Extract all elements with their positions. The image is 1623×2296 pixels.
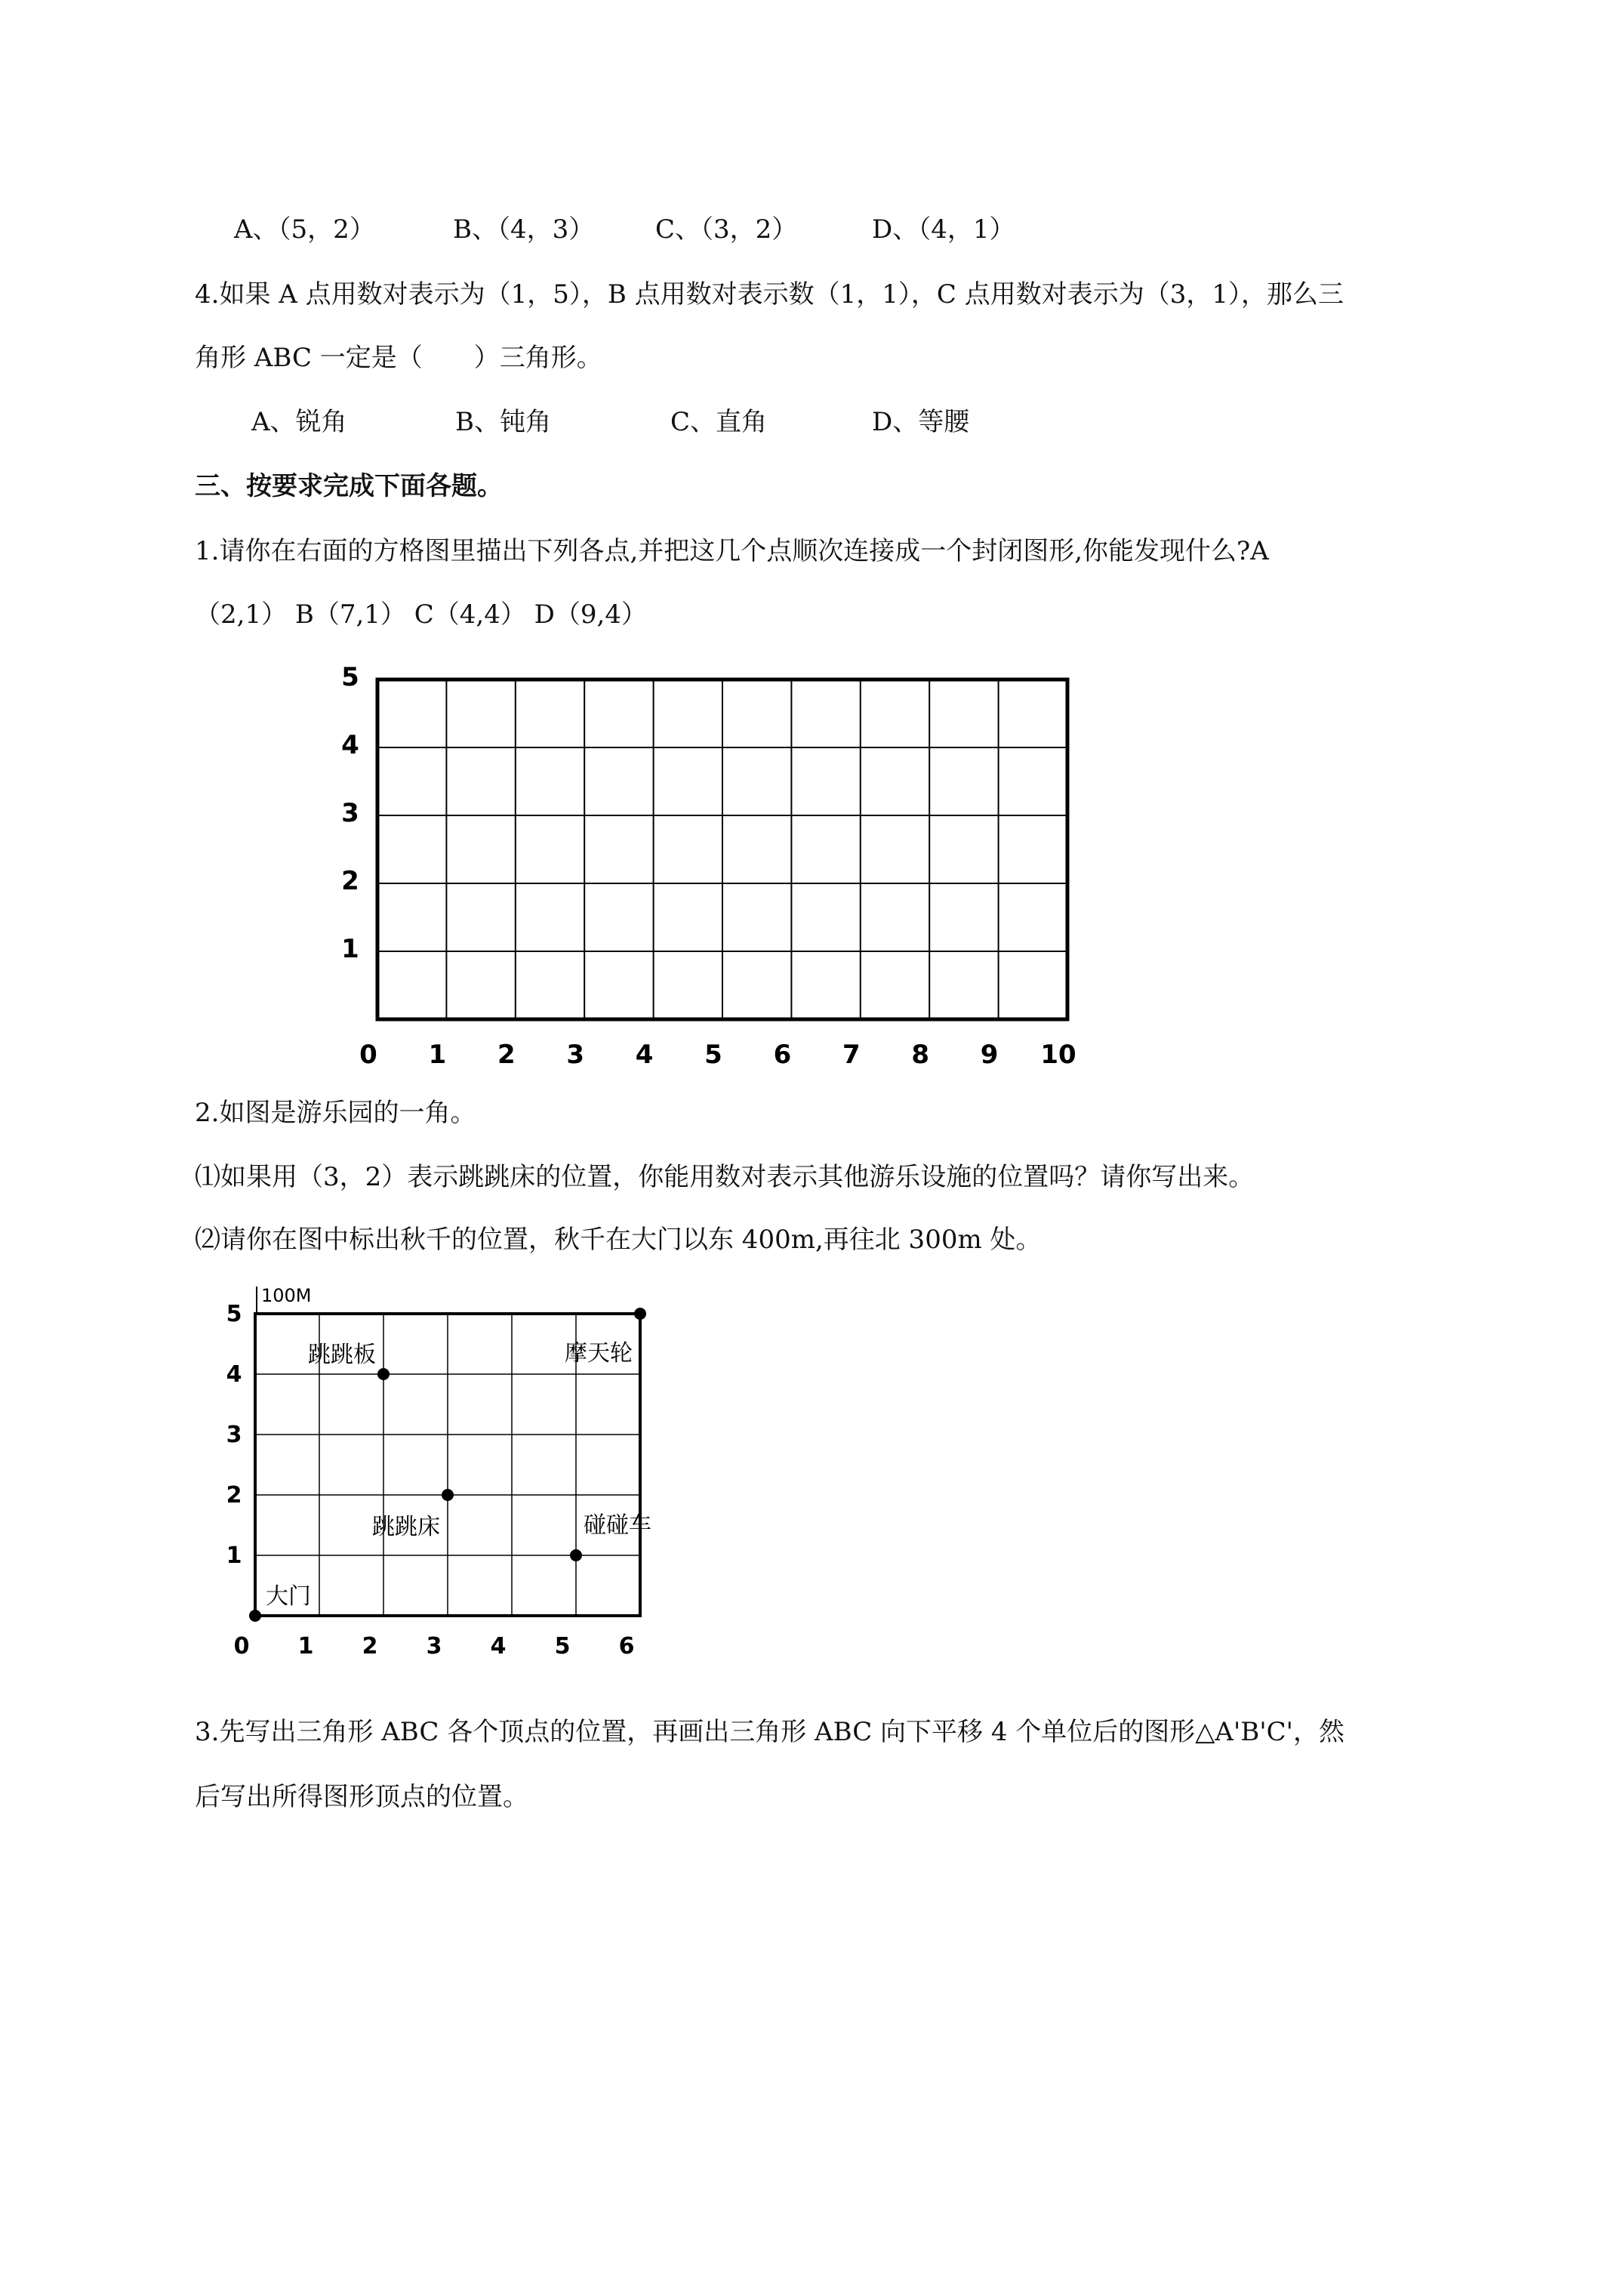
grid-1-x-tick-label: 5 [704, 1040, 722, 1070]
grid-1-x-tick-label: 2 [497, 1040, 516, 1070]
grid-2-place-label: 跳跳床 [372, 1514, 440, 1540]
grid-1-y-tick-label: 1 [341, 934, 359, 964]
grid-1-x-tick-label: 1 [428, 1040, 447, 1070]
grid-2-places [249, 1308, 651, 1622]
grid-1 [317, 657, 1095, 1080]
q4-option-b: B、钝角 [455, 407, 551, 437]
grid-2 [211, 1276, 694, 1684]
grid-2-unit-label: 100M [261, 1285, 312, 1306]
q3-option-d: D、（4，1） [872, 214, 1015, 245]
problem-1-line-2: （2,1） B（7,1） C（4,4） D（9,4） [195, 599, 647, 630]
q4-option-d: D、等腰 [872, 407, 970, 437]
grid-2-y-tick-label: 3 [226, 1422, 242, 1448]
q3-option-c: C、（3，2） [655, 214, 798, 245]
grid-1-x-tick-label: 9 [980, 1040, 999, 1070]
problem-2-title: 2.如图是游乐园的一角。 [195, 1098, 476, 1128]
grid-2-place-dot [249, 1610, 261, 1622]
grid-2-x-tick-label: 0 [233, 1633, 250, 1660]
grid-2-place-dot [377, 1368, 390, 1380]
grid-1-y-ticks [341, 662, 359, 964]
grid-2-x-tick-label: 4 [490, 1633, 507, 1660]
grid-1-x-tick-label: 7 [842, 1040, 861, 1070]
problem-3-line-1: 3.先写出三角形 ABC 各个顶点的位置，再画出三角形 ABC 向下平移 4 个单位后的图形△A'B'C'，然 [195, 1717, 1345, 1747]
grid-2-x-tick-label: 3 [426, 1633, 442, 1660]
grid-1-y-tick-label: 5 [341, 662, 359, 692]
grid-2-place-dot [570, 1549, 582, 1561]
grid-1-x-tick-label: 3 [566, 1040, 585, 1070]
problem-2-sub-1: ⑴如果用（3，2）表示跳跳床的位置，你能用数对表示其他游乐设施的位置吗？请你写出来。 [195, 1162, 1255, 1192]
grid-2-x-tick-label: 2 [362, 1633, 378, 1660]
q4-option-c: C、直角 [670, 407, 768, 437]
grid-2-y-tick-label: 5 [226, 1301, 242, 1327]
grid-2-y-tick-label: 2 [226, 1482, 242, 1509]
grid-1-y-tick-label: 2 [341, 866, 359, 896]
problem-2-sub-2: ⑵请你在图中标出秋千的位置，秋千在大门以东 400m,再往北 300m 处。 [195, 1225, 1042, 1255]
section-3-heading: 三、按要求完成下面各题。 [195, 471, 503, 501]
q3-option-a: A、（5，2） [234, 214, 375, 245]
q4-option-a: A、锐角 [251, 407, 347, 437]
grid-2-y-tick-label: 1 [226, 1542, 242, 1569]
q4-line-2: 角形 ABC 一定是（ ）三角形。 [195, 343, 602, 373]
grid-2-place-label: 跳跳板 [308, 1342, 376, 1368]
grid-2-place-label: 摩天轮 [565, 1340, 633, 1367]
grid-2-x-ticks [234, 1633, 635, 1660]
grid-2-place-dot [634, 1308, 646, 1320]
grid-1-x-tick-label: 10 [1040, 1040, 1076, 1070]
problem-1-line-1: 1.请你在右面的方格图里描出下列各点,并把这几个点顺次连接成一个封闭图形,你能发现什么?A [195, 536, 1269, 566]
grid-2-y-ticks [226, 1301, 242, 1569]
grid-1-x-tick-label: 4 [635, 1040, 654, 1070]
grid-1-x-tick-label: 0 [359, 1040, 377, 1070]
q4-line-1: 4.如果 A 点用数对表示为（1，5），B 点用数对表示数（1，1），C 点用数对表示为（3，1），那么三 [195, 279, 1344, 310]
q3-option-b: B、（4，3） [453, 214, 595, 245]
grid-1-x-ticks [359, 1040, 1076, 1070]
grid-2-x-tick-label: 5 [554, 1633, 571, 1660]
grid-1-y-tick-label: 4 [341, 730, 359, 760]
grid-2-x-tick-label: 1 [297, 1633, 314, 1660]
grid-1-x-tick-label: 6 [773, 1040, 792, 1070]
grid-1-lines [377, 680, 1067, 1019]
grid-2-place-label: 大门 [266, 1583, 311, 1610]
grid-2-x-tick-label: 6 [618, 1633, 635, 1660]
grid-2-place-dot [442, 1489, 454, 1501]
grid-1-x-tick-label: 8 [911, 1040, 930, 1070]
grid-1-y-tick-label: 3 [341, 798, 359, 828]
problem-3-line-2: 后写出所得图形顶点的位置。 [195, 1782, 528, 1812]
grid-2-place-label: 碰碰车 [584, 1512, 651, 1539]
grid-2-y-tick-label: 4 [226, 1361, 242, 1388]
